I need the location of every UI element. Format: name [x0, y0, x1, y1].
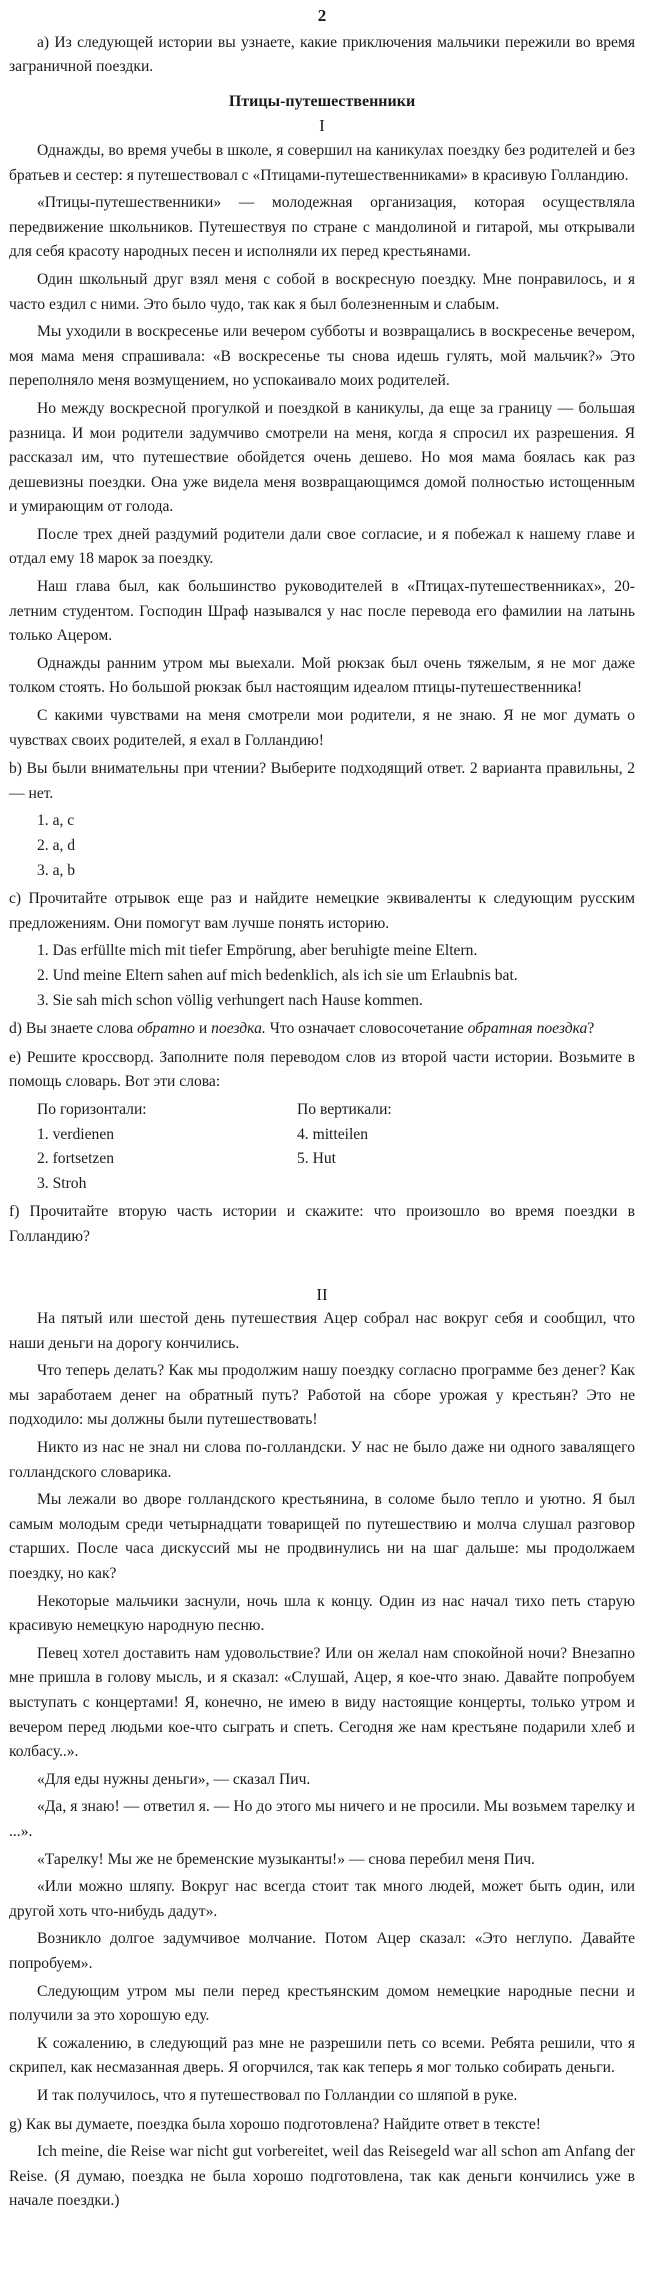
task-c-sentence: 1. Das erfüllte mich mit tiefer Empörung, aber beruhigte meine Eltern.: [37, 942, 478, 960]
task-e-question: e) Решите кроссворд. Заполните поля переводом слов из второй части истории. Возьмите в помощь словарь. Вот эти слова:: [9, 1048, 635, 1091]
task-f: f) Прочитайте вторую часть истории и скажите: что произошло во время поездки в Голландию?: [9, 1203, 635, 1245]
story-paragraph: Никто из нас не знал ни слова по-голландски. У нас не было даже ни одного завалящего голландского словарика.: [9, 1439, 635, 1481]
task-d-word: обратно: [137, 1020, 195, 1038]
task-b-option: 2. a, d: [37, 837, 76, 854]
story-paragraph: Возникло долгое задумчивое молчание. Потом Ацер сказал: «Это неглупо. Давайте попробуем».: [9, 1930, 635, 1972]
task-g: [9, 2113, 635, 2214]
task-e: [9, 1046, 635, 1197]
story-paragraph: Некоторые мальчики заснули, ночь шла к концу. Один из нас начал тихо петь старую красивую немецкую народную песню.: [9, 1592, 635, 1635]
story-paragraph: К сожалению, в следующий раз мне не разрешили петь со всеми. Ребята решили, что я скрипел, как несмазанная дверь. Я огорчился, так как теперь я мог только собирать деньги.: [9, 2034, 635, 2077]
story-paragraph: И так получилось, что я путешествовал по Голландии со шляпой в руке.: [37, 2086, 518, 2104]
story-paragraph: Но между воскресной прогулкой и поездкой в каникулы, да еще за границу — большая разница. И мои родители задумчиво смотрели на меня, когда я спросил их разрешения. Я рассказал им, что путешествие обойдется очень дешево. Но моя мама боялась как раз дешевизны поездки. Она уже видела меня возвращающимся домой полностью истощенным и умирающим от голода.: [9, 399, 635, 516]
task-d-text: ?: [587, 1020, 595, 1038]
task-d-text: d) Вы знаете слова: [9, 1020, 138, 1038]
task-b-option: 1. a, c: [37, 812, 75, 830]
story-title: Птицы-путешественники: [228, 92, 416, 110]
part-1-numeral: I: [319, 116, 325, 136]
story-paragraph: «Для еды нужны деньги», — сказал Пич.: [37, 1770, 311, 1788]
vertical-words: [297, 1098, 635, 1196]
task-c: [9, 887, 635, 1013]
horizontal-label: По горизонтали:: [37, 1100, 147, 1118]
story-paragraph: Наш глава был, как большинство руководителей в «Птицах-путешественниках», 20-летним студентом. Господин Шраф назывался у нас после перевода его фамилии на латынь только Ацером.: [9, 578, 635, 645]
part-2-numeral: II: [316, 1284, 328, 1304]
story-paragraph: «Птицы-путешественники» — молодежная организация, которая осуществляла передвижение школьников. Путешествуя по стране с мандолиной и гитарой, мы открывали для себя красоту народных песен и исполняли их перед крестьянами.: [9, 194, 635, 261]
part-2-text: [9, 1307, 635, 2108]
story-paragraph: Однажды ранним утром мы выехали. Мой рюкзак был очень тяжелым, я не мог даже толком стоять. Но большой рюкзак был настоящим идеалом птицы-путешественника!: [9, 654, 635, 697]
task-d-word: поездка.: [211, 1020, 266, 1038]
story-paragraph: Один школьный друг взял меня с собой в воскресную поездку. Мне понравилось, и я часто ездил с ними. Это было чудо, так как я был болезненным и слабым.: [9, 270, 635, 313]
task-g-question: g) Как вы думаете, поездка была хорошо подготовлена? Найдите ответ в тексте!: [9, 2115, 541, 2133]
task-c-sentence: 3. Sie sah mich schon völlig verhungert nach Hause kommen.: [37, 991, 423, 1009]
vertical-label: По вертикали:: [297, 1100, 392, 1118]
story-paragraph: Следующим утром мы пели перед крестьянским домом немецкие народные песни и получили за это хорошую еду.: [9, 1982, 635, 2025]
task-d-text: и: [194, 1020, 212, 1038]
story-paragraph: Мы лежали во дворе голландского крестьянина, в соломе было тепло и уютно. Я был самым молодым среди четырнадцати товарищей по путешествию и молча слушал разговор старших. После часа дискуссий мы не продвинулись ни на шаг дальше: мы продолжаем поездку, но как?: [9, 1491, 635, 1583]
task-c-question: c) Прочитайте отрывок еще раз и найдите немецкие эквиваленты к следующим русским предложениям. Они помогут вам лучше понять историю.: [9, 890, 635, 932]
story-paragraph: С какими чувствами на меня смотрели мои родители, я не знаю. Я не мог думать о чувствах своих родителей, я ехал в Голландию!: [9, 707, 635, 749]
task-b: [9, 757, 635, 883]
crossword-word: 1. verdienen: [37, 1125, 115, 1143]
story-paragraph: На пятый или шестой день путешествия Ацер собрал нас вокруг себя и сообщил, что наши деньги на дорогу кончились.: [9, 1310, 635, 1352]
task-b-option: 3. a, b: [37, 861, 76, 879]
story-paragraph: Однажды, во время учебы в школе, я совершил на каникулах поездку без родителей и без братьев и сестер: я путешествовал с «Птицами-путешественниками» в красивую Голландию.: [9, 141, 635, 184]
task-c-sentence: 2. Und meine Eltern sahen auf mich bedenklich, als ich sie um Erlaubnis bat.: [37, 966, 518, 984]
crossword-word-list: [9, 1098, 635, 1196]
story-paragraph: «Да, я знаю! — ответил я. — Но до этого мы ничего и не просили. Мы возьмем тарелку и ...».: [9, 1798, 635, 1840]
horizontal-words: [37, 1098, 297, 1196]
page-number: 2: [317, 6, 327, 25]
task-d: [9, 1017, 635, 1042]
story-paragraph: Что теперь делать? Как мы продолжим нашу поездку согласно программе без денег? Как мы заработаем денег на обратный путь? Работой на сборе урожая у крестьян? Это не подходило: мы должны были путешествовать!: [9, 1362, 635, 1429]
story-paragraph: После трех дней раздумий родители дали свое согласие, и я побежал к нашему главе и отдал ему 18 марок за поездку.: [9, 525, 635, 568]
story-paragraph: «Тарелку! Мы же не бременские музыканты!» — снова перебил меня Пич.: [37, 1850, 535, 1868]
story-paragraph: Мы уходили в воскресенье или вечером субботы и возвращались в воскресенье вечером, моя мама меня спрашивала: «В воскресенье ты снова идешь гулять, мой мальчик?» Это переполняло меня возмущением, но успокаивало моих родителей.: [9, 323, 635, 390]
crossword-word: 2. fortsetzen: [37, 1150, 115, 1168]
task-g-answer: Ich meine, die Reise war nicht gut vorbereitet, weil das Reisegeld war all schon am Anfang der Reise. (Я думаю, поездка не была хорошо подготовлена, так как деньги кончились уже в начале поездки.): [9, 2143, 635, 2210]
story-paragraph: «Или можно шляпу. Вокруг нас всегда стоит так много людей, может быть один, или другой хоть что-нибудь дадут».: [9, 1878, 635, 1920]
crossword-word: 4. mitteilen: [297, 1125, 369, 1143]
crossword-word: 3. Stroh: [37, 1174, 87, 1192]
task-d-phrase: обратная поездка: [467, 1020, 588, 1038]
story-paragraph: Певец хотел доставить нам удовольствие? Или он желал нам спокойной ночи? Внезапно мне пришла в голову мысль, и я сказал: «Слушай, Ацер, я кое-что знаю. Давайте попробуем выступать с концертами! Я, конечно, не имею в виду настоящие концерты, только утром и вечером перед людьми кое-что сыграть и спеть. Сегодня же нам крестьяне подарили хлеб и колбасу..».: [9, 1644, 635, 1761]
task-d-text: Что означает словосочетание: [265, 1020, 468, 1038]
part-1-text: [9, 139, 635, 753]
crossword-word: 5. Hut: [297, 1150, 336, 1168]
task-b-question: b) Вы были внимательны при чтении? Выберите подходящий ответ. 2 варианта правильны, 2 — нет.: [9, 760, 635, 802]
task-a: а) Из следующей истории вы узнаете, какие приключения мальчики пережили во время заграничной поездки.: [9, 33, 635, 76]
